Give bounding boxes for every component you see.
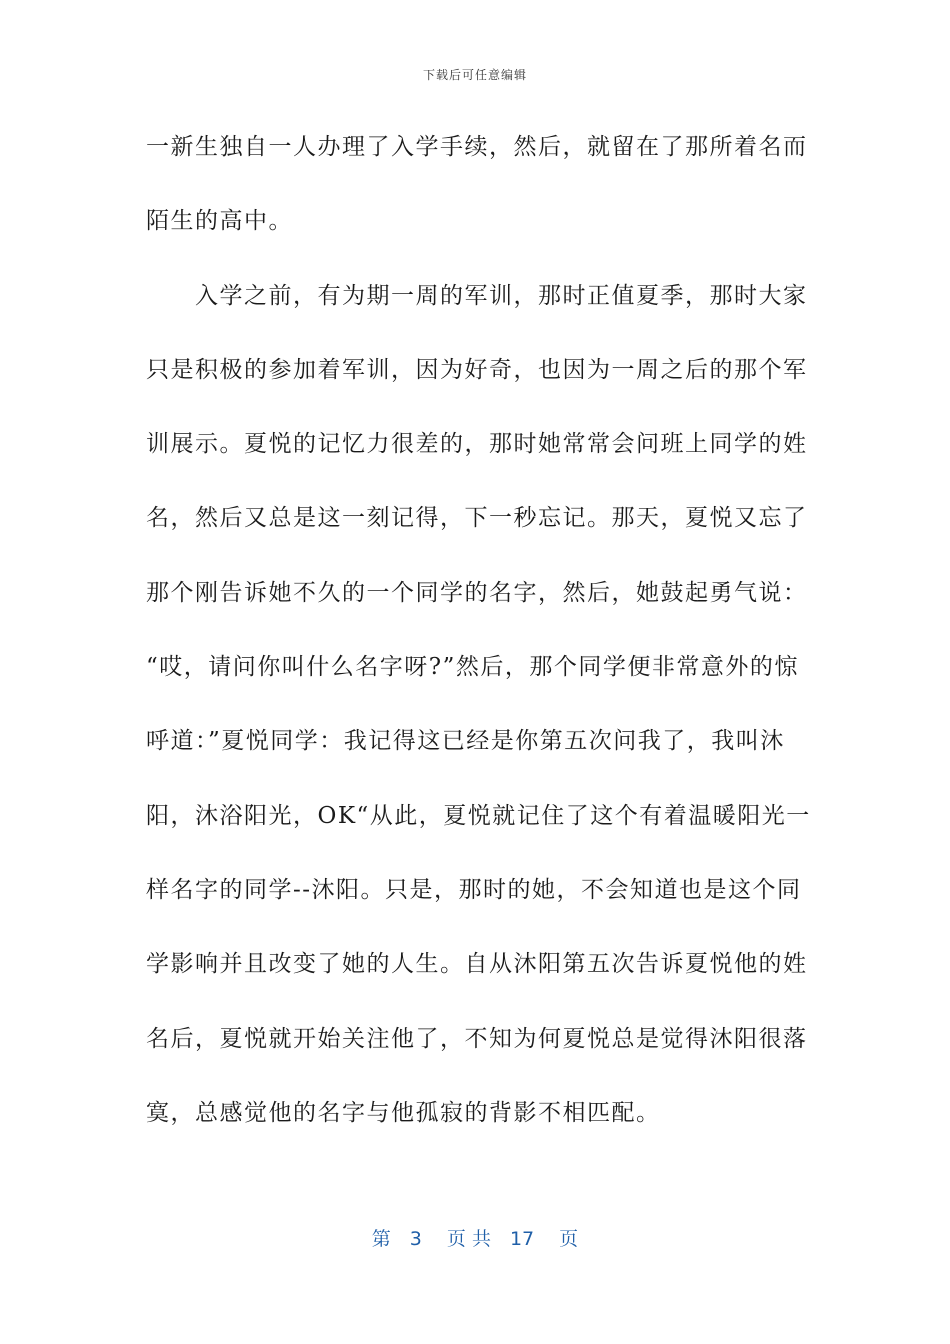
page-number-footer (0, 1224, 950, 1251)
text-line: 样名字的同学--沐阳。只是，那时的她，不会知道也是这个同 (146, 876, 802, 903)
page-header-note: 下载后可任意编辑 (422, 68, 527, 82)
text-line: 入学之前，有为期一周的军训，那时正值夏季，那时大家 (146, 282, 808, 309)
text-line: 陌生的高中。 (146, 208, 293, 235)
text-line: 名后，夏悦就开始关注他了，不知为何夏悦总是觉得沐阳很落 (146, 1025, 808, 1052)
page-number-text: 第 3 页 共 17 页 (371, 1228, 579, 1250)
document-body (146, 110, 811, 1150)
text-line: 阳，沐浴阳光，OK“从此，夏悦就记住了这个有着温暖阳光一 (146, 802, 811, 829)
text-line: 训展示。夏悦的记忆力很差的，那时她常常会问班上同学的姓 (146, 431, 808, 458)
text-line: 名，然后又总是这一刻记得，下一秒忘记。那天，夏悦又忘了 (146, 505, 808, 532)
text-line: 一新生独自一人办理了入学手续，然后，就留在了那所着名而 (146, 134, 808, 160)
text-line: 只是积极的参加着军训，因为好奇，也因为一周之后的那个军 (146, 356, 808, 383)
text-line: 学影响并且改变了她的人生。自从沐阳第五次告诉夏悦他的姓 (146, 951, 808, 978)
text-line: 寞，总感觉他的名字与他孤寂的背影不相匹配。 (146, 1099, 661, 1126)
text-line: “哎，请问你叫什么名字呀?”然后，那个同学便非常意外的惊 (146, 654, 799, 681)
text-line: 那个刚告诉她不久的一个同学的名字，然后，她鼓起勇气说： (146, 579, 808, 606)
text-line: 呼道：”夏悦同学：我记得这已经是你第五次问我了，我叫沐 (146, 728, 785, 755)
